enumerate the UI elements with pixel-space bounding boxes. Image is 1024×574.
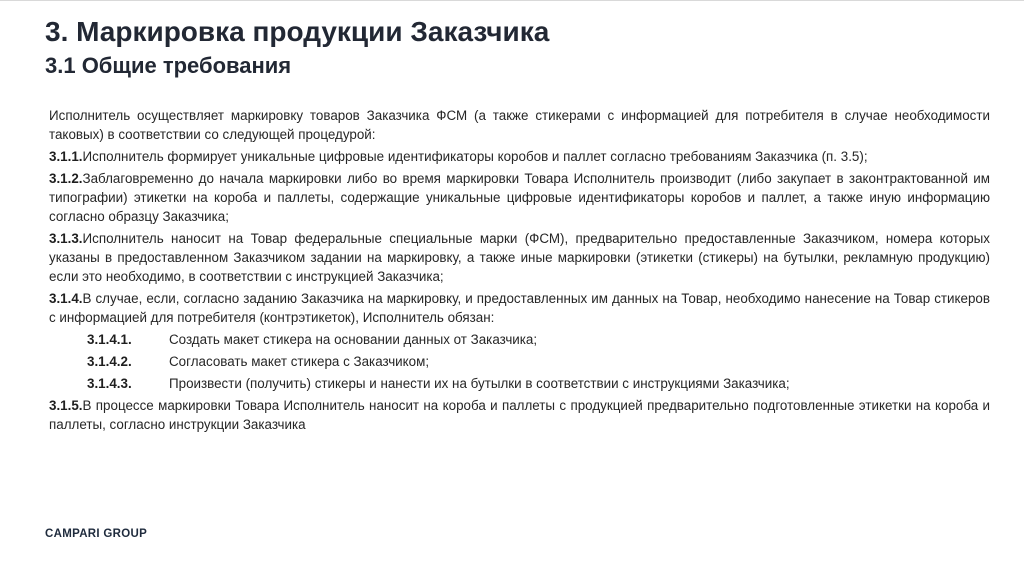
clause-text: Заблаговременно до начала маркировки либо во время маркировки Товара Исполнитель производит (либо закупает в законтрактованной им типографии) этикетки на короба и паллеты, содержащие уникальные цифровые идентификаторы коробов и паллет, а также иную информацию согласно образцу Заказчика;: [49, 171, 990, 224]
slide-title: 3. Маркировка продукции Заказчика: [45, 16, 550, 47]
clause-number: 3.1.2.: [49, 171, 83, 186]
subclause-number: 3.1.4.3.: [87, 376, 132, 391]
clause-3-1-3: [49, 229, 990, 286]
subclause-3-1-4-3: [49, 374, 990, 393]
subclause-number: 3.1.4.2.: [87, 354, 132, 369]
slide-subtitle: 3.1 Общие требования: [45, 53, 292, 78]
clause-text: Исполнитель формирует уникальные цифровые идентификаторы коробов и паллет согласно требованиям Заказчика (п. 3.5);: [82, 149, 868, 164]
subclause-3-1-4-2: [49, 352, 990, 371]
clause-text: В случае, если, согласно заданию Заказчика на маркировку, и предоставленных им данных на Товар, необходимо нанесение на Товар стикеров с информацией для потребителя (контрэтикеток), Исполнитель обязан:: [49, 291, 990, 325]
subclause-number: 3.1.4.1.: [87, 332, 132, 347]
top-divider: [0, 0, 1024, 1]
clause-number: 3.1.5.: [49, 398, 83, 413]
clause-number: 3.1.1.: [49, 149, 83, 164]
clause-text: В процессе маркировки Товара Исполнитель наносит на короба и паллеты с продукцией предварительно подготовленные этикетки на короба и паллеты, согласно инструкции Заказчика: [49, 398, 990, 432]
subclause-3-1-4-1: [49, 330, 990, 349]
subclause-text: Согласовать макет стикера с Заказчиком;: [169, 354, 430, 369]
intro-paragraph: Исполнитель осуществляет маркировку товаров Заказчика ФСМ (а также стикерами с информацией для потребителя в случае необходимости таковых) в соответствии со следующей процедурой:: [49, 108, 990, 142]
clause-text: Исполнитель наносит на Товар федеральные специальные марки (ФСМ), предварительно предоставленные Заказчиком, номера которых указаны в предоставленном Заказчиком задании на маркировку, а также иные маркировки (этикетки (стикеры) на бутылки, рекламную продукцию) если это необходимо, в соответствии с инструкцией Заказчика;: [49, 231, 990, 284]
clause-3-1-1: [49, 147, 990, 166]
clause-3-1-5: [49, 396, 990, 434]
slide-body: [49, 106, 990, 437]
campari-group-logo: CAMPARI GROUP: [45, 528, 148, 540]
clause-3-1-4: [49, 289, 990, 327]
subclause-text: Создать макет стикера на основании данных от Заказчика;: [169, 332, 538, 347]
clause-number: 3.1.3.: [49, 231, 83, 246]
subclause-text: Произвести (получить) стикеры и нанести их на бутылки в соответствии с инструкциями Заказчика;: [169, 376, 790, 391]
clause-3-1-2: [49, 169, 990, 226]
clause-number: 3.1.4.: [49, 291, 83, 306]
